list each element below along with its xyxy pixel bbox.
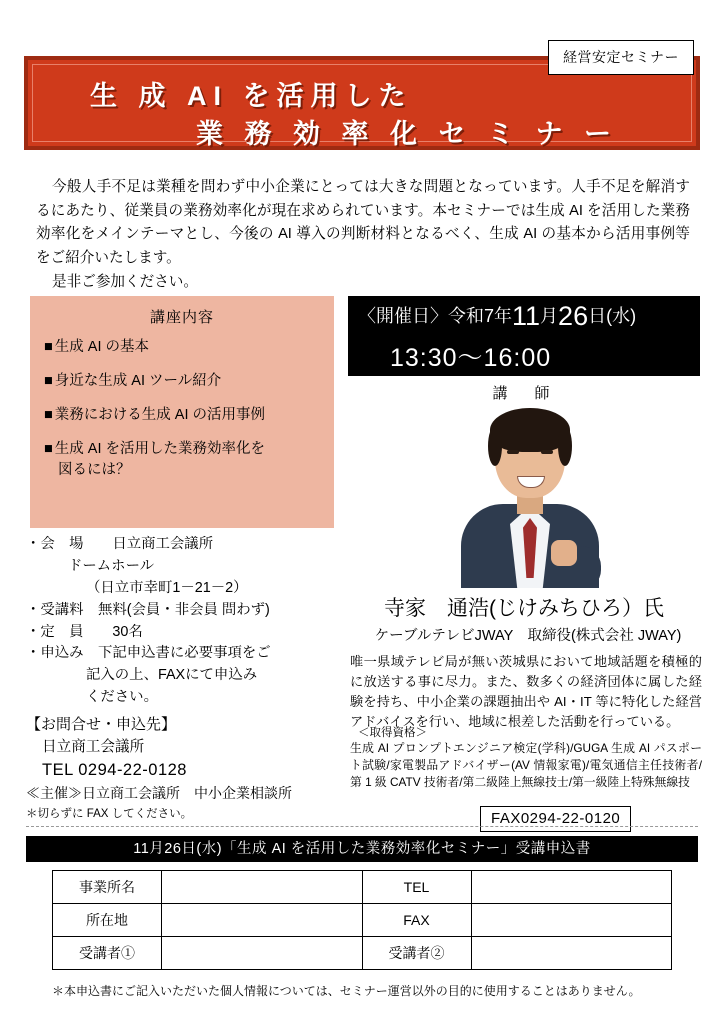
table-row [53,904,672,937]
photo-fist [551,540,577,566]
contact-host: ≪主催≫日立商工会議所 中小企業相談所 [26,785,292,802]
form-input-address[interactable] [162,904,363,937]
course-item-label: 生成 AI の基本 [54,339,150,355]
seminar-category-badge: 経営安定セミナー [548,40,694,75]
square-bullet-icon: ■ [44,407,53,424]
cut-line-divider [26,826,698,827]
event-month-unit: 月 [540,306,559,326]
fax-number-box: FAX0294-22-0120 [480,806,631,832]
contact-note: ＊切らずに FAX してください。 [26,808,193,821]
lecturer-photo [455,406,605,588]
square-bullet-icon: ■ [44,339,53,355]
lecturer-name [348,592,700,622]
lecturer-biography: 唯一県域テレビ局が無い茨城県において地域話題を積極的に放送する事に尽力。また、数多くの経済団体に属した経験を持ち、中小企業の課題抽出や AI・IT 等に特化した経営アドバイスを行い、地域に根差した活動を行っている。 [350,654,702,730]
event-month-number: 11 [512,301,541,331]
event-details [26,534,356,709]
contact-phone: TEL 0294-22-0128 [42,761,187,780]
fee-row: ・受講料 無料(会員・非会員 問わず) [26,601,270,618]
intro-text-1: 今般人手不足は業種を問わず中小企業にとっては大きな問題となっています。人手不足を解消するにあたり、従業員の業務効率化が現在求められています。本セミナーでは生成 AI を活用した業務効率化をメインテーマとし、今後の AI 導入の判断材料となるべく、生成 AI の基本から活用事例等をご紹介いたします。 [36,179,690,266]
form-label-attendee-1: 受講者① [53,937,162,970]
venue-row-3: （日立市幸町1－21－2） [86,579,248,596]
intro-paragraph [36,176,690,294]
course-content-list [30,337,334,481]
course-content-box [30,296,334,528]
date-time-box [348,296,700,376]
course-item-label-continued: 図るには？ [58,462,131,479]
application-form-title: 11月26日(水)「生成 AI を活用した業務効率化セミナー」受講申込書 [26,836,698,862]
course-item-label: 業務における生成 AI の活用事例 [54,407,266,424]
photo-eye-right [541,450,553,454]
photo-hair-right [558,426,572,466]
event-time: 13:30〜16:00 [390,344,552,372]
contact-heading: 【お問合せ・申込先】 [26,716,177,733]
table-row [53,937,672,970]
venue-row-2: ドームホール [68,557,155,574]
list-item [44,371,322,392]
capacity-row: ・定 員 30名 [26,623,143,640]
form-label-tel: TEL [362,871,471,904]
square-bullet-icon: ■ [44,373,53,390]
event-date-prefix: 〈開催日〉令和7年 [358,306,513,326]
list-item [44,439,322,481]
apply-row: ・申込み 下記申込書に必要事項をご [26,645,271,662]
banner-title-line-1: 生 成 AI を活用した [90,81,413,111]
square-bullet-icon: ■ [44,441,53,458]
lecturer-label: 講 師 [492,385,556,402]
contact-block [26,714,376,823]
application-form-table [52,870,672,970]
form-label-fax: FAX [362,904,471,937]
list-item [44,405,322,426]
form-label-company: 事業所名 [53,871,162,904]
course-content-title: 講座内容 [149,309,214,326]
contact-organization: 日立商工会議所 [42,738,145,755]
form-input-fax[interactable] [471,904,672,937]
photo-hair-left [488,426,502,466]
venue-row: ・会 場 日立商工会議所 [26,536,214,552]
form-input-company[interactable] [162,871,363,904]
form-label-address: 所在地 [53,904,162,937]
photo-eye-left [507,450,519,454]
apply-row-2: 記入の上、FAXにて申込み [86,667,258,684]
course-item-label: 生成 AI を活用した業務効率化を [54,441,266,458]
form-label-attendee-2: 受講者② [362,937,471,970]
privacy-footnote: ＊本申込書にご記入いただいた個人情報については、セミナー運営以外の目的に使用することはありません。 [52,984,641,998]
lecturer-qualifications-heading: ＜取得資格＞ [358,727,427,739]
form-input-attendee-1[interactable] [162,937,363,970]
course-item-label: 身近な生成 AI ツール紹介 [54,373,222,390]
lecturer-name-text: 寺家 通浩(じけみちひろ）氏 [384,597,664,620]
table-row [53,871,672,904]
lecturer-qualifications: 生成 AI プロンプトエンジニア検定(学科)/GUGA 生成 AI パスポート試験/家電製品アドバイザー(AV 情報家電)/電気通信主任技術者/第 1 級 CATV 技術者/第二級陸上無線技士/第一級陸上特殊無線技 [350,741,702,790]
lecturer-job-title: ケーブルテレビJWAY 取締役(株式会社 JWAY) [374,628,682,644]
banner-title-line-2: 業 務 効 率 化 セ ミ ナ ー [196,119,619,149]
apply-row-3: ください。 [86,689,158,706]
form-input-tel[interactable] [471,871,672,904]
list-item [44,337,322,358]
form-input-attendee-2[interactable] [471,937,672,970]
event-day-number: 26 [558,301,589,331]
event-date [358,301,636,332]
intro-text-2: 是非ご参加ください。 [52,273,198,290]
event-day-suffix: 日(水) [588,306,637,326]
